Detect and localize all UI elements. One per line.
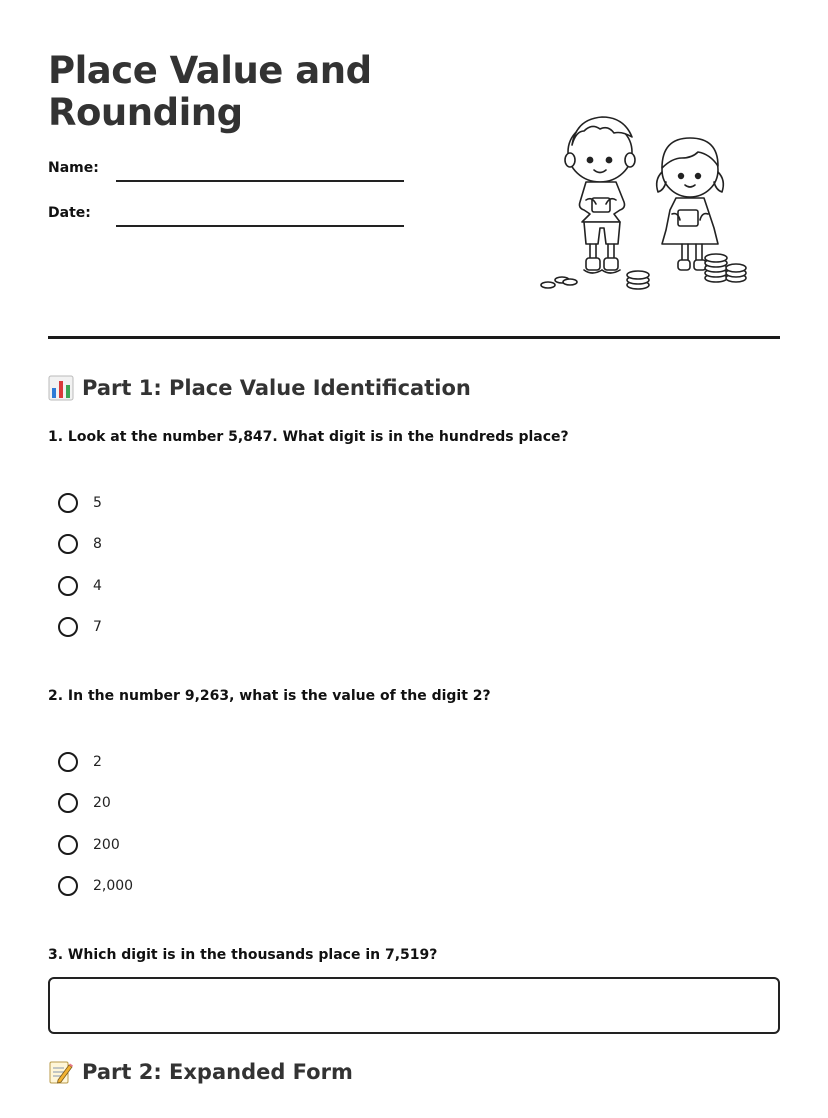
q1-option-d[interactable] — [58, 615, 102, 639]
option-label: 20 — [93, 795, 111, 811]
q2-option-d[interactable] — [58, 874, 133, 898]
date-input-line[interactable] — [116, 225, 404, 227]
option-label: 7 — [93, 619, 102, 635]
page-title: Place Value and Rounding — [48, 49, 372, 134]
boy-figure — [565, 117, 635, 273]
date-label: Date: — [48, 205, 91, 221]
q1-option-b[interactable] — [58, 532, 102, 556]
name-input-line[interactable] — [116, 180, 404, 182]
radio-button[interactable] — [58, 576, 78, 596]
radio-button[interactable] — [58, 617, 78, 637]
part1-heading-text: Part 1: Place Value Identification — [82, 376, 471, 400]
q2-option-b[interactable] — [58, 791, 111, 815]
option-label: 5 — [93, 495, 102, 511]
radio-button[interactable] — [58, 835, 78, 855]
radio-button[interactable] — [58, 793, 78, 813]
q3-answer-box[interactable] — [48, 977, 780, 1034]
part1-heading — [48, 375, 471, 401]
q2-option-c[interactable] — [58, 833, 120, 857]
q1-option-c[interactable] — [58, 574, 102, 598]
coin-stacks — [541, 254, 746, 289]
children-with-coins-illustration — [538, 110, 758, 295]
question-2: 2. In the number 9,263, what is the value of the digit 2? — [48, 688, 491, 704]
question-1: 1. Look at the number 5,847. What digit is in the hundreds place? — [48, 429, 569, 445]
date-field — [48, 205, 408, 229]
radio-button[interactable] — [58, 534, 78, 554]
memo-pencil-icon — [48, 1059, 74, 1085]
name-label: Name: — [48, 160, 99, 176]
radio-button[interactable] — [58, 493, 78, 513]
bar-chart-icon — [48, 375, 74, 401]
name-field — [48, 160, 408, 184]
option-label: 4 — [93, 578, 102, 594]
option-label: 8 — [93, 536, 102, 552]
option-label: 2,000 — [93, 878, 134, 894]
part2-heading — [48, 1059, 353, 1085]
option-label: 2 — [93, 754, 102, 770]
radio-button[interactable] — [58, 876, 78, 896]
q1-option-a[interactable] — [58, 491, 102, 515]
girl-figure — [657, 138, 724, 270]
question-3: 3. Which digit is in the thousands place in 7,519? — [48, 947, 438, 963]
header-divider — [48, 336, 780, 339]
option-label: 200 — [93, 837, 120, 853]
q2-option-a[interactable] — [58, 750, 102, 774]
radio-button[interactable] — [58, 752, 78, 772]
part2-heading-text: Part 2: Expanded Form — [82, 1060, 353, 1084]
